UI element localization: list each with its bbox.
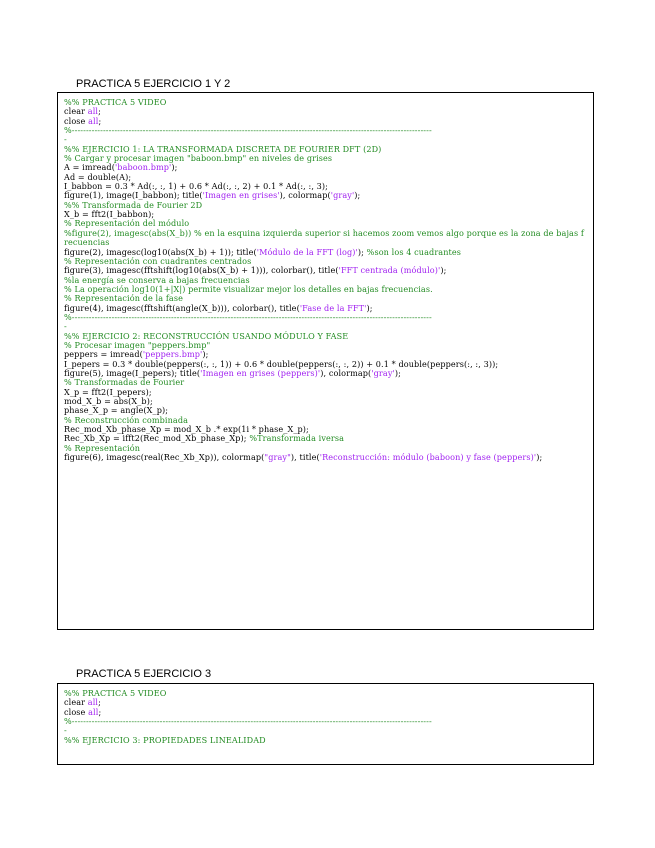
code-line <box>64 434 587 443</box>
code-comment: %% EJERCICIO 3: PROPIEDADES LINEALIDAD <box>64 734 266 745</box>
code-text: clear <box>64 106 88 117</box>
code-text: ); <box>536 452 543 463</box>
code-text: ; <box>98 697 101 708</box>
code-string: 'peppers.bmp' <box>142 349 203 360</box>
section-title-ejercicio-1-2: PRACTICA 5 EJERCICIO 1 Y 2 <box>76 78 231 90</box>
code-comment: %% Transformada de Fourier 2D <box>64 199 203 210</box>
code-text: ); <box>354 190 361 201</box>
code-string: 'Fase de la FFT' <box>299 302 367 313</box>
code-text: close <box>64 115 89 126</box>
code-text: ); <box>171 162 178 173</box>
code-comment: %% PRACTICA 5 VIDEO <box>64 97 167 107</box>
code-block-ejercicio-3 <box>57 683 594 765</box>
code-text: ), colormap( <box>279 190 331 201</box>
code-text: ; <box>98 115 102 126</box>
code-text: Ad = double(A); <box>64 171 132 182</box>
code-line <box>64 98 587 107</box>
code-text: ); <box>357 246 367 257</box>
code-comment: % La operación log10(1+|X|) permite visualizar mejor los detalles en bajas frecuencias. <box>64 283 433 294</box>
code-string: 'gray' <box>330 190 355 201</box>
code-text: ), title( <box>290 452 320 463</box>
code-block-ejercicio-1-2 <box>57 92 594 630</box>
code-text: figure(4), imagesc(fftshift(angle(X_b))), colorbar(), title( <box>64 302 300 313</box>
code-line <box>64 163 587 172</box>
code-line <box>64 453 587 462</box>
code-comment: %------------------------------------------------------------------------------------------------------------------------------- <box>64 312 432 322</box>
code-text: Rec_Xb_Xp = ifft2(Rec_mod_Xb_phase_Xp); <box>64 433 250 444</box>
code-comment: %son los 4 cuadrantes <box>366 246 462 257</box>
code-line <box>64 698 587 707</box>
code-line <box>64 107 587 116</box>
code-string: 'Reconstrucción: módulo (baboon) y fase (peppers)' <box>319 452 537 463</box>
code-text: peppers = imread( <box>64 349 143 360</box>
code-text: ; <box>98 706 102 717</box>
code-line <box>64 117 587 126</box>
code-line <box>64 229 587 248</box>
code-text: ); <box>394 367 401 378</box>
code-comment: %------------------------------------------------------------------------------------------------------------------------------- <box>64 717 432 727</box>
code-comment: % Representación de la fase <box>64 293 183 304</box>
code-text: figure(1), image(I_babbon); title( <box>64 190 203 201</box>
code-comment: %Transformada iversa <box>249 433 345 444</box>
code-string: 'Imagen en grises' <box>202 190 280 201</box>
code-comment: % Procesar imagen "peppers.bmp" <box>64 339 211 350</box>
code-text: ); <box>366 302 373 313</box>
code-string: 'baboon.bmp' <box>114 162 172 173</box>
code-string: 'Imagen en grises (peppers)' <box>200 367 321 378</box>
code-line <box>64 708 587 717</box>
code-text: I_babbon = 0.3 * Ad(:, :, 1) + 0.6 * Ad(:, :, 2) + 0.1 * Ad(:, :, 3); <box>64 181 329 192</box>
code-comment: % Representación con cuadrantes centrados <box>64 255 252 266</box>
code-comment: % Cargar y procesar imagen "baboon.bmp" en niveles de grises <box>64 153 333 164</box>
code-text: figure(2), imagesc(log10(abs(X_b) + 1)); title( <box>64 246 257 257</box>
code-comment: %la energía se conserva a bajas frecuencias <box>64 274 250 285</box>
code-text: figure(6), imagesc(real(Rec_Xb_Xp)), colormap( <box>64 452 265 463</box>
code-text: I_pepers = 0.3 * double(peppers(:, :, 1)) + 0.6 * double(peppers(:, :, 2)) + 0.1 * double(peppers(:, :, 3)); <box>64 358 499 369</box>
code-text: X_b = fft2(I_babbon); <box>64 209 155 220</box>
code-text: ), colormap( <box>320 367 372 378</box>
code-text: phase_X_p = angle(X_p); <box>64 405 169 416</box>
code-comment: %% EJERCICIO 1: LA TRANSFORMADA DISCRETA DE FOURIER DFT (2D) <box>64 143 382 154</box>
code-text: clear <box>64 697 88 708</box>
code-string: "gray" <box>264 452 291 463</box>
code-comment: - <box>64 321 67 332</box>
code-text: Rec_mod_Xb_phase_Xp = mod_X_b .* exp(1i * phase_X_p); <box>64 424 309 435</box>
code-comment: %% EJERCICIO 2: RECONSTRUCCIÓN USANDO MÓDULO Y FASE <box>64 330 349 341</box>
code-string: all <box>87 106 99 117</box>
code-comment: - <box>64 725 67 736</box>
code-line <box>64 126 587 135</box>
code-text: figure(5), image(I_pepers); title( <box>64 367 201 378</box>
code-line <box>64 717 587 726</box>
code-line <box>64 736 587 745</box>
code-line <box>64 304 587 313</box>
code-string: all <box>88 706 99 717</box>
code-text: ); <box>202 349 209 360</box>
code-text: A = imread( <box>64 162 115 173</box>
code-comment: %------------------------------------------------------------------------------------------------------------------------------- <box>64 126 432 136</box>
code-text: close <box>64 706 89 717</box>
section-title-ejercicio-3: PRACTICA 5 EJERCICIO 3 <box>76 668 212 680</box>
code-comment: % Representación del módulo <box>64 218 190 229</box>
code-comment: % Reconstrucción combinada <box>64 414 189 425</box>
code-comment: % Representación <box>64 442 141 453</box>
code-string: all <box>88 115 99 126</box>
code-comment: % Transformadas de Fourier <box>64 377 185 388</box>
code-string: 'gray' <box>371 367 395 378</box>
code-comment: %% PRACTICA 5 VIDEO <box>64 688 167 698</box>
code-text: mod_X_b = abs(X_b); <box>64 396 153 406</box>
code-line <box>64 313 587 322</box>
code-string: all <box>87 697 99 708</box>
code-comment: %figure(2), imagesc(abs(X_b)) % en la esquina izquierda superior si hacemos zoom vemos algo porque es la zona de bajas frecuencias <box>64 227 585 248</box>
code-string: 'Módulo de la FFT (log)' <box>256 246 358 257</box>
code-text: ); <box>440 265 447 276</box>
code-string: 'FFT centrada (módulo)' <box>338 265 441 276</box>
code-comment: - <box>64 134 67 145</box>
code-text: ; <box>98 106 101 117</box>
code-text: figure(3), imagesc(fftshift(log10(abs(X_b) + 1))), colorbar(), title( <box>64 265 339 276</box>
code-text: X_p = fft2(I_pepers); <box>64 386 152 397</box>
code-line <box>64 689 587 698</box>
